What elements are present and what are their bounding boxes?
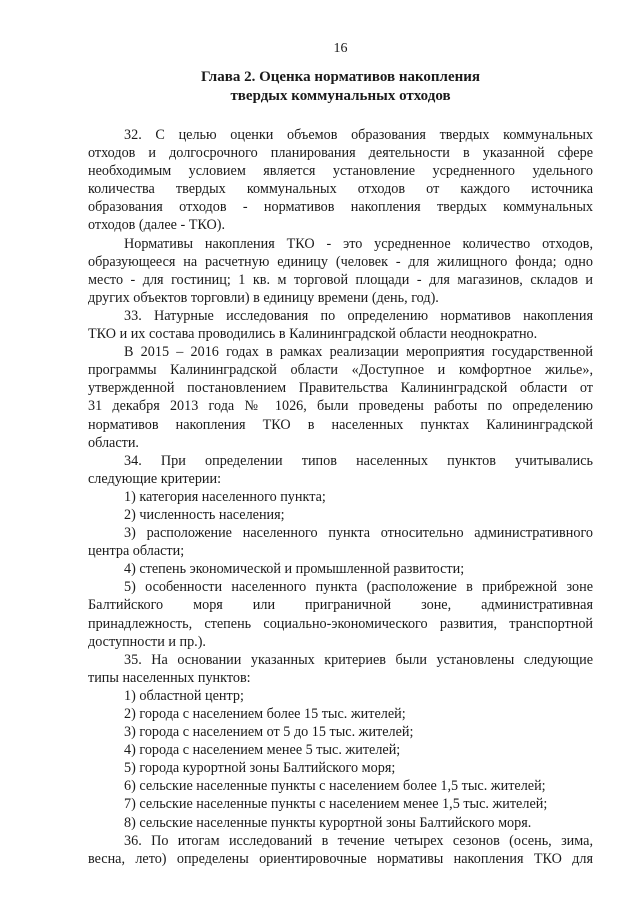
text-line: доступности и пр.). [88,633,206,650]
paragraph [88,777,593,795]
text-line: следующие критерии: [88,470,222,487]
text-line: 5) города курортной зоны Балтийского моря; [124,760,396,777]
paragraph [88,578,593,650]
body-text [88,126,593,868]
text-line: Нормативы накопления ТКО - это усредненное количество отходов, [124,235,593,252]
text-line: центра области; [88,543,185,560]
paragraph [88,741,593,759]
text-line: ТКО и их состава проводились в Калининградской области неоднократно. [88,326,538,343]
paragraph [88,506,593,524]
text-line: 2) численность населения; [124,506,285,523]
text-line: отходов и долгосрочного планирования деятельности в указанной сфере [88,145,593,162]
text-line: типы населенных пунктов: [88,669,251,686]
paragraph [88,235,593,307]
text-line: утвержденной постановлением Правительства Калининградской области от [88,380,593,397]
paragraph [88,814,593,832]
paragraph [88,560,593,578]
text-line: 3) расположение населенного пункта относительно административного [124,525,593,542]
text-line: 33. Натурные исследования по определению нормативов накопления [124,307,593,324]
text-line: других объектов торговли) в единицу времени (день, год). [88,289,439,306]
paragraph [88,452,593,488]
document-page [88,40,593,868]
text-line: 1) областной центр; [124,687,244,704]
text-line: В 2015 – 2016 годах в рамках реализации мероприятия государственной [124,344,593,361]
page-number: 16 [333,41,348,56]
text-line: 4) города с населением менее 5 тыс. жителей; [124,742,401,759]
chapter-title-line-2: твердых коммунальных отходов [230,88,451,104]
text-line: место - для гостиниц; 1 кв. м торговой площади - для магазинов, складов и [88,271,593,288]
text-line: весна, лето) определены ориентировочные нормативы накопления ТКО для [88,850,593,867]
text-line: 35. На основании указанных критериев были установлены следующие [124,651,593,668]
text-line: 34. При определении типов населенных пунктов учитывались [124,452,593,469]
paragraph [88,343,593,452]
text-line: 2) города с населением более 15 тыс. жителей; [124,706,406,722]
text-line: 3) города с населением от 5 до 15 тыс. жителей; [124,724,414,741]
text-line: 7) сельские населенные пункты с населением менее 1,5 тыс. жителей; [124,796,548,813]
text-line: образующееся на расчетную единицу (человек - для жилищного фонда; одно [88,253,593,270]
text-line: 1) категория населенного пункта; [124,488,326,505]
text-line: Балтийского моря или приграничной зоне, административная [88,597,593,614]
text-line: 4) степень экономической и промышленной развитости; [124,561,465,578]
paragraph [88,705,593,723]
paragraph [88,795,593,813]
paragraph [88,723,593,741]
text-line: 6) сельские населенные пункты с населением более 1,5 тыс. жителей; [124,778,546,795]
paragraph [88,307,593,343]
paragraph [88,832,593,868]
text-line: 36. По итогам исследований в течение четырех сезонов (осень, зима, [124,832,593,849]
paragraph [88,488,593,506]
chapter-title [88,68,593,106]
text-line: количества твердых коммунальных отходов от каждого источника [88,181,593,198]
paragraph [88,687,593,705]
text-line: принадлежность, степень социально-экономического развития, транспортной [88,615,593,632]
text-line: 32. С целью оценки объемов образования твердых коммунальных [124,127,593,143]
text-line: 8) сельские населенные пункты курортной зоны Балтийского моря. [124,814,532,831]
text-line: отходов (далее - ТКО). [88,217,226,234]
paragraph [88,524,593,560]
chapter-title-line-1: Глава 2. Оценка нормативов накопления [200,69,481,85]
text-line: 31 декабря 2013 года № 1026, были проведены работы по определению [88,398,593,415]
paragraph [88,651,593,687]
text-line: 5) особенности населенного пункта (расположение в прибрежной зоне [124,579,593,596]
paragraph [88,126,593,235]
text-line: программы Калининградской области «Доступное и комфортное жилье», [88,362,593,379]
text-line: образования отходов - нормативов накопления твердых коммунальных [88,199,593,216]
text-line: нормативов накопления ТКО в населенных пунктах Калининградской [88,416,593,433]
text-line: области. [88,434,139,451]
text-line: необходимым условием является установление усредненного удельного [88,163,593,180]
paragraph [88,759,593,777]
